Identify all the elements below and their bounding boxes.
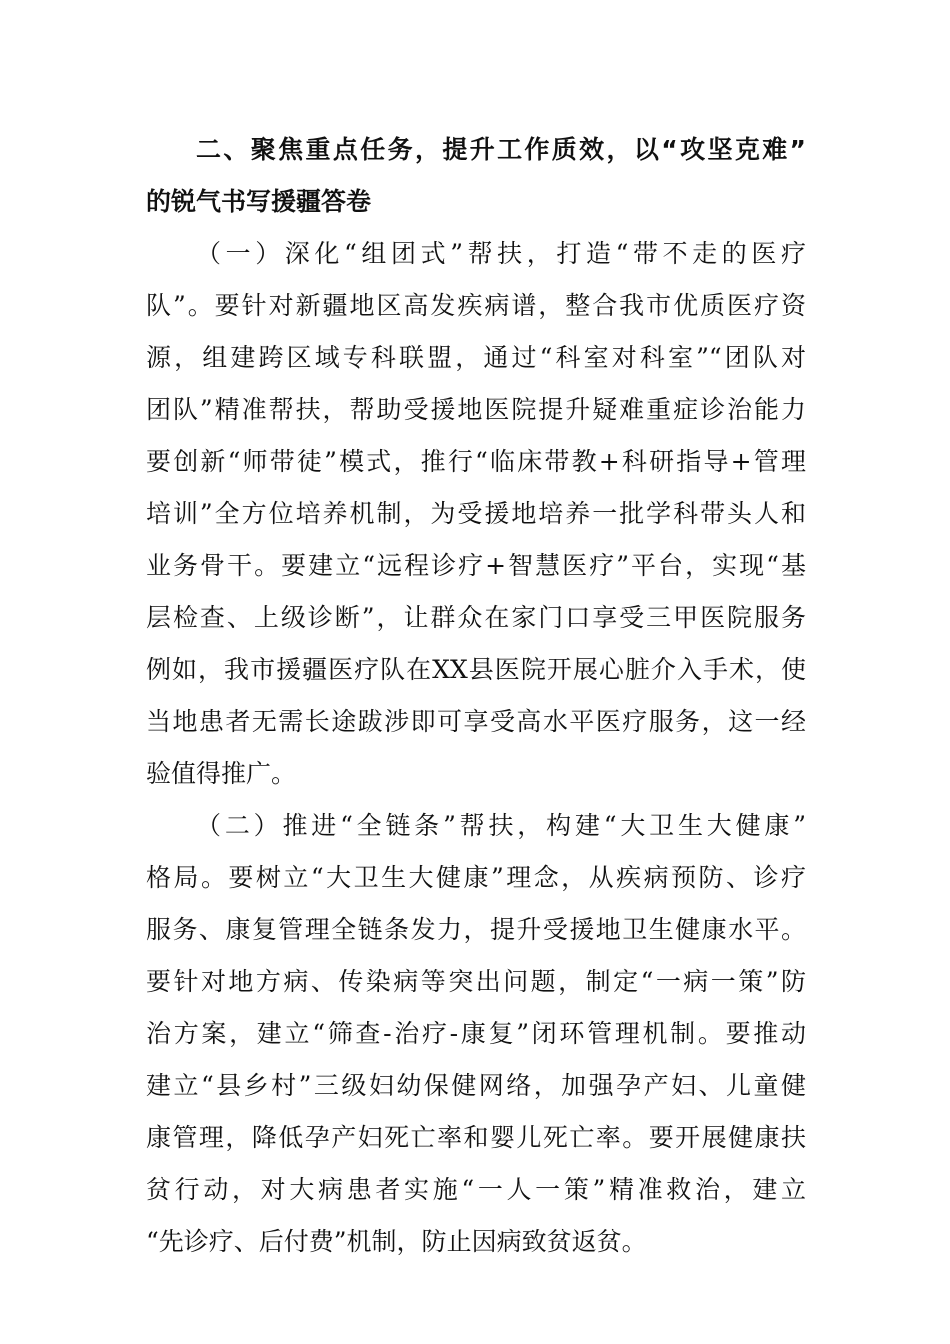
- paragraph-2-line: 治方案，建立“筛查-治疗-康复”闭环管理机制。要推动: [146, 1019, 806, 1048]
- paragraph-2-line: 服务、康复管理全链条发力，提升受援地卫生健康水平。: [146, 915, 806, 944]
- paragraph-2-line: （二）推进“全链条”帮扶，构建“大卫生大健康”: [196, 811, 806, 840]
- paragraph-1-line: 层检查、上级诊断”，让群众在家门口享受三甲医院服务: [146, 603, 806, 632]
- section-heading-line-2: 的锐气书写援疆答卷: [146, 187, 372, 216]
- section-heading-line-1: 二、聚焦重点任务，提升工作质效，以“攻坚克难”: [196, 135, 806, 164]
- paragraph-1-line: 源，组建跨区域专科联盟，通过“科室对科室”“团队对: [146, 343, 806, 372]
- paragraph-1-line: 培训”全方位培养机制，为受援地培养一批学科带头人和: [146, 499, 806, 528]
- paragraph-1-line: 业务骨干。要建立“远程诊疗+智慧医疗”平台，实现“基: [146, 551, 806, 580]
- paragraph-2-line: 格局。要树立“大卫生大健康”理念，从疾病预防、诊疗: [146, 863, 806, 892]
- paragraph-1-line: 要创新“师带徒”模式，推行“临床带教+科研指导+管理: [146, 447, 806, 476]
- paragraph-2-line: 建立“县乡村”三级妇幼保健网络，加强孕产妇、儿童健: [146, 1071, 806, 1100]
- paragraph-2-line: 康管理，降低孕产妇死亡率和婴儿死亡率。要开展健康扶: [146, 1123, 806, 1152]
- paragraph-1-line: 例如，我市援疆医疗队在XX县医院开展心脏介入手术，使: [146, 655, 806, 684]
- paragraph-1-line: 团队”精准帮扶，帮助受援地医院提升疑难重症诊治能力: [146, 395, 806, 424]
- paragraph-2-line: 贫行动，对大病患者实施“一人一策”精准救治，建立: [146, 1175, 806, 1204]
- paragraph-2-line: 要针对地方病、传染病等突出问题，制定“一病一策”防: [146, 967, 806, 996]
- paragraph-1-line: 验值得推广。: [146, 759, 297, 788]
- paragraph-1-line: （一）深化“组团式”帮扶，打造“带不走的医疗: [196, 239, 806, 268]
- paragraph-1-line: 队”。要针对新疆地区高发疾病谱，整合我市优质医疗资: [146, 291, 806, 320]
- paragraph-2-line: “先诊疗、后付费”机制，防止因病致贫返贫。: [146, 1227, 647, 1256]
- paragraph-1-line: 当地患者无需长途跋涉即可享受高水平医疗服务，这一经: [146, 707, 806, 736]
